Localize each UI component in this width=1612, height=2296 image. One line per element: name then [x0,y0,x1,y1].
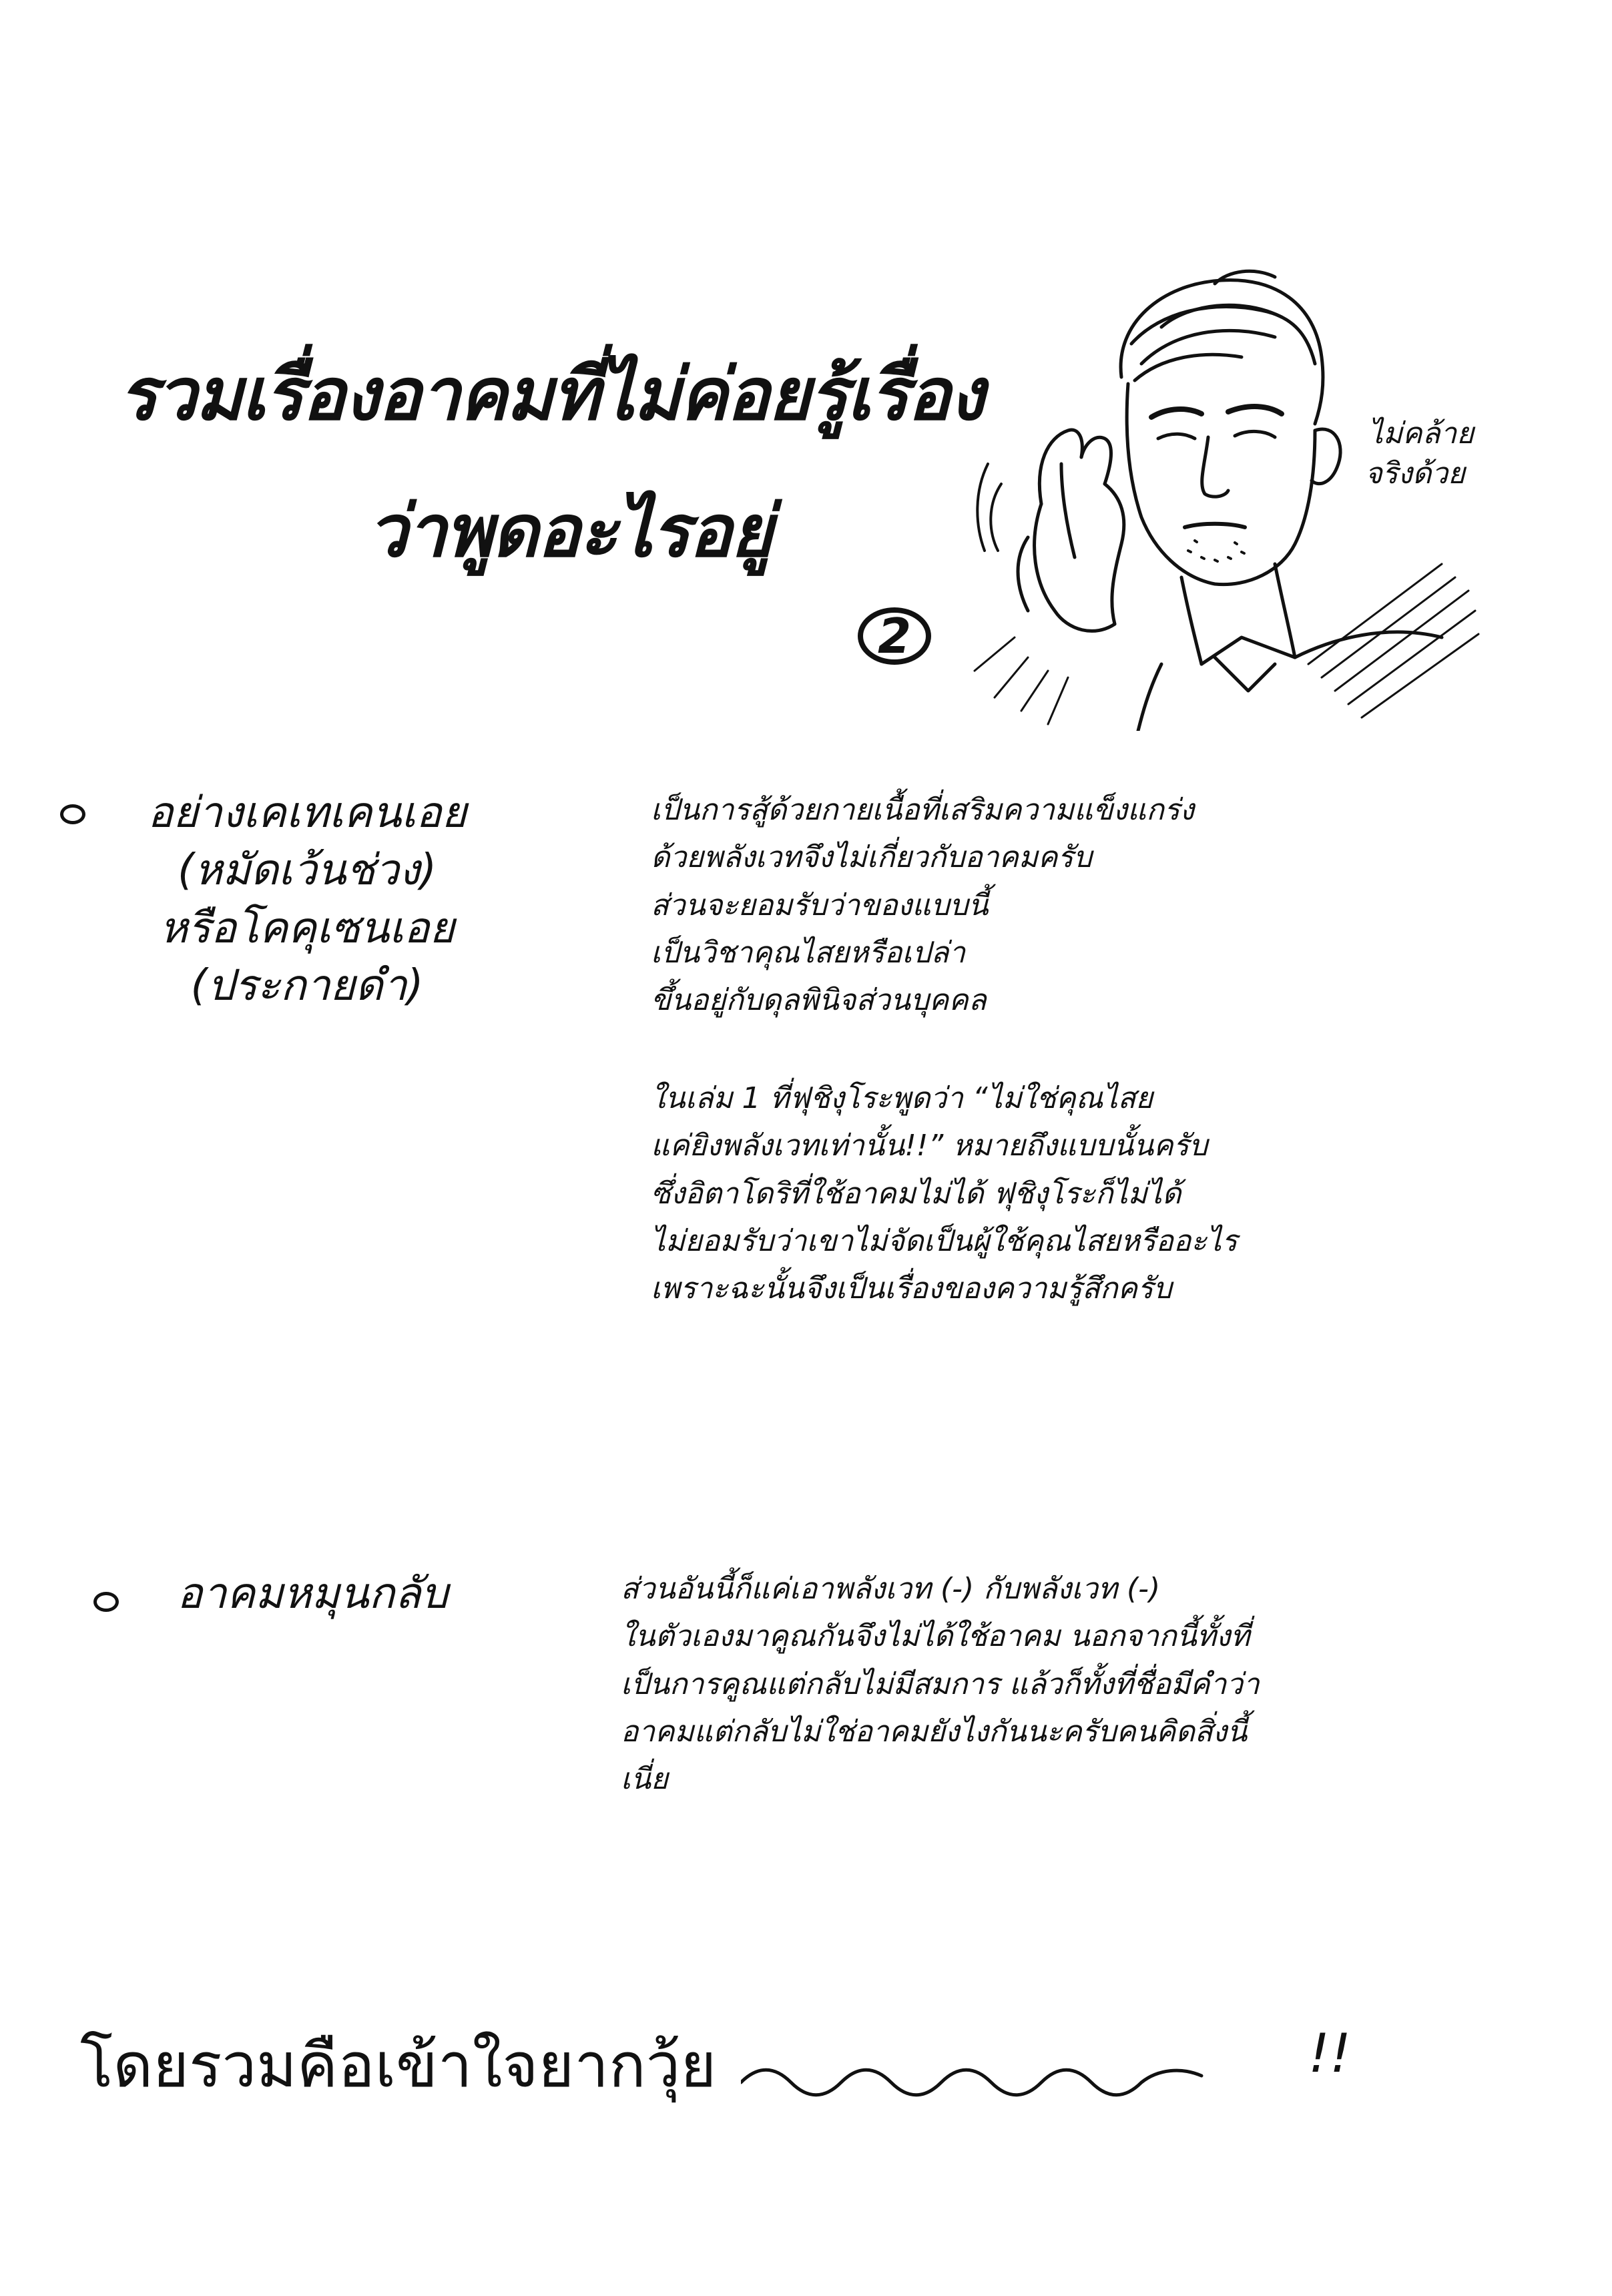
section-1-heading-line: อย่างเคเทเคนเอย [147,788,467,838]
man-illustration [961,264,1482,731]
paragraph-line: ส่วนจะยอมรับว่าของแบบนี้ [651,888,989,922]
paragraph-line: เป็นการสู้ด้วยกายเนื้อที่เสริมความแข็งแกร่ง [651,793,1195,827]
section-1-paragraph-2 [651,1075,1238,1312]
section-1-paragraph-1 [651,786,1194,1024]
paragraph-line: ในเล่ม 1 ที่ฟุชิงุโระพูดว่า “ไม่ใช่คุณไสย [651,1081,1153,1115]
paragraph-line: ซึ่งอิตาโดริที่ใช้อาคมไม่ได้ ฟุชิงุโระก็ไม่ได้ [651,1176,1181,1211]
bullet-icon [93,1592,119,1612]
title-line-2: ว่าพูดอะไรอยู่ [367,490,772,573]
section-1-heading-line: (ประกายดำ) [190,961,424,1011]
conclusion-text: โดยรวมคือเข้าใจยากวุ้ย [80,2030,717,2101]
wavy-line-icon [741,2059,1208,2099]
exclamation-mark: !! [1308,2022,1352,2084]
section-1-heading [100,784,514,1015]
paragraph-line: ไม่ยอมรับว่าเขาไม่จัดเป็นผู้ใช้คุณไสยหรืออะไร [651,1223,1238,1258]
paragraph-line: เนี่ย [621,1762,668,1797]
paragraph-line: แค่ยิงพลังเวทเท่านั้น!!” หมายถึงแบบนั้นครับ [651,1129,1208,1163]
section-2-paragraph [621,1565,1260,1803]
section-2-heading: อาคมหมุนกลับ [177,1569,449,1619]
paragraph-line: ในตัวเองมาคูณกันจึงไม่ได้ใช้อาคม นอกจากนี้ทั้งที่ [621,1619,1250,1654]
paragraph-line: เป็นวิชาคุณไสยหรือเปล่า [651,935,966,970]
chapter-number: 2 [877,608,912,664]
title-line-1: รวมเรื่องอาคมที่ไม่ค่อยรู้เรื่อง [119,353,983,437]
paragraph-line: เป็นการคูณแต่กลับไม่มีสมการ แล้วก็ทั้งที่ชื่อมีคำว่า [621,1667,1260,1701]
chapter-number-badge [858,607,931,665]
paragraph-line: อาคมแต่กลับไม่ใช่อาคมยังไงกันนะครับคนคิดสิ่งนี้ [621,1714,1248,1749]
section-1-heading-line: (หมัดเว้นช่วง) [177,846,437,896]
side-note-line-2: จริงด้วย [1365,457,1465,491]
side-note-line-1: ไม่คล้าย [1368,416,1474,451]
bullet-icon [60,804,85,824]
section-1-heading-line: หรือโคคุเซนเอย [160,903,455,953]
paragraph-line: ด้วยพลังเวทจึงไม่เกี่ยวกับอาคมครับ [651,840,1092,875]
paragraph-line: ขึ้นอยู่กับดุลพินิจส่วนบุคคล [651,983,987,1018]
paragraph-line: ส่วนอันนี้ก็แค่เอาพลังเวท (-) กับพลังเวท (-) [621,1572,1161,1606]
paragraph-line: เพราะฉะนั้นจึงเป็นเรื่องของความรู้สึกครับ [651,1271,1172,1306]
